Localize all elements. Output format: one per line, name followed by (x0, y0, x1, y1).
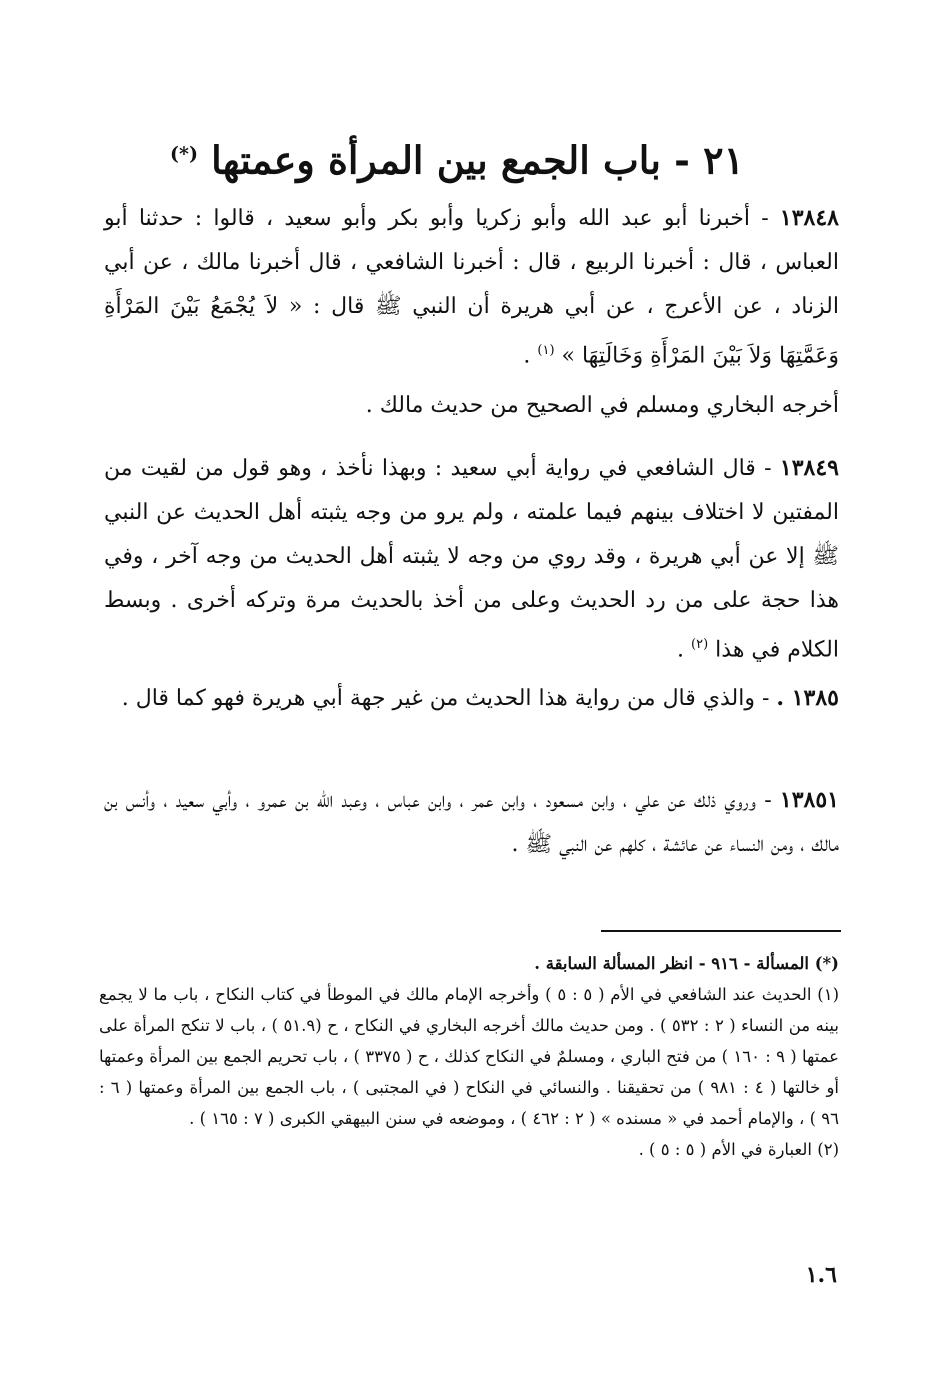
hadith-text: - وروي ذلك عن علي ، وابن مسعود ، وابن عمر ، وابن عباس ، وعبد الله بن عمرو ، وأبي سعيد ، وأنس بن مالك ، ومن النساء عن عائشة ، كلهم عن النبي ﷺ . (104, 788, 839, 857)
footnote-divider (601, 930, 841, 932)
hadith-end: . (523, 343, 538, 369)
commentary-text: أخرجه البخاري ومسلم في الصحيح من حديث مالك . (365, 393, 839, 418)
chapter-title-marker: (*) (170, 143, 198, 165)
footnote-ref: (٢) (691, 637, 709, 652)
hadith-number: ١٣٨٤٨ (779, 205, 839, 231)
hadith-number: ١٣٨٥ . (776, 685, 839, 711)
hadith-text: - والذي قال من رواية هذا الحديث من غير جهة أبي هريرة فهو كما قال . (121, 686, 777, 711)
commentary-paragraph (104, 384, 839, 428)
hadith-paragraph (104, 778, 839, 867)
hadith-paragraph (104, 196, 839, 378)
chapter-title (170, 128, 744, 187)
footnote: (*) المسألة - ٩١٦ - انظر المسألة السابقة . (534, 954, 839, 973)
hadith-paragraph (104, 676, 839, 721)
hadith-paragraph (104, 446, 839, 672)
chapter-title-text: ٢١ - باب الجمع بين المرأة وعمتها (211, 137, 744, 183)
footnote: (١) الحديث عند الشافعي في الأم ( ٥ : ٥ ) وأخرجه الإمام مالك في الموطأ في كتاب النكاح ، باب ما لا يجمع بينه من النساء ( ٢ : ٥٣٢ ) . ومن حديث مالك أخرجه البخاري في النكاح ، ح (٥١.٩ ) ، باب لا تنكح المرأة على عمتها ( ٩ : ١٦٠ ) من فتح الباري ، ومسلمٌ في النكاح كذلك ، ح ( ٣٣٧٥ ) ، باب تحريم الجمع بين المرأة وعمتها أو خالتها ( ٤ : ٩٨١ ) من تحقيقنا . والنسائي في النكاح ( في المجتبى ) ، باب الجمع بين المرأة وعمتها ( ٦ : ٩٦ ) ، والإمام أحمد في « مسنده » ( ٢ : ٤٦٢ ) ، وموضعه في سنن البيهقي الكبرى ( ٧ : ١٦٥ ) . (99, 985, 839, 1128)
footnote-ref: (١) (537, 343, 555, 358)
hadith-number: ١٣٨٤٩ (779, 455, 839, 481)
page-number: ١.٦ (805, 1262, 837, 1288)
footnote: (٢) العبارة في الأم ( ٥ : ٥ ) . (638, 1140, 839, 1159)
hadith-text: - قال الشافعي في رواية أبي سعيد : وبهذا نأخذ ، وهو قول من لقيت من المفتين لا اختلاف بينهم فيما علمته ، ولم يرو من وجه يثبته أهل الحديث عن النبي ﷺ إلا عن أبي هريرة ، وقد روي من وجه لا يثبته أهل الحديث من وجه آخر ، وفي هذا حجة على من رد الحديث وعلى من أخذ بالحديث مرة وتركه أخرى . وبسط الكلام في هذا (104, 456, 839, 663)
hadith-number: ١٣٨٥١ (779, 787, 839, 813)
hadith-text: - أخبرنا أبو عبد الله وأبو زكريا وأبو بكر وأبو سعيد ، قالوا : حدثنا أبو العباس ، قال : أخبرنا الربيع ، قال : أخبرنا الشافعي ، قال أخبرنا مالك ، عن أبي الزناد ، عن الأعرج ، عن أبي هريرة أن النبي ﷺ قال : « لاَ يُجْمَعُ بَيْنَ المَرْأَةِ وَعَمَّتِهَا وَلاَ بَيْنَ المَرْأَةِ وَخَالَتِهَا » (104, 206, 839, 369)
footnotes (99, 948, 839, 1165)
hadith-end: . (677, 637, 692, 663)
